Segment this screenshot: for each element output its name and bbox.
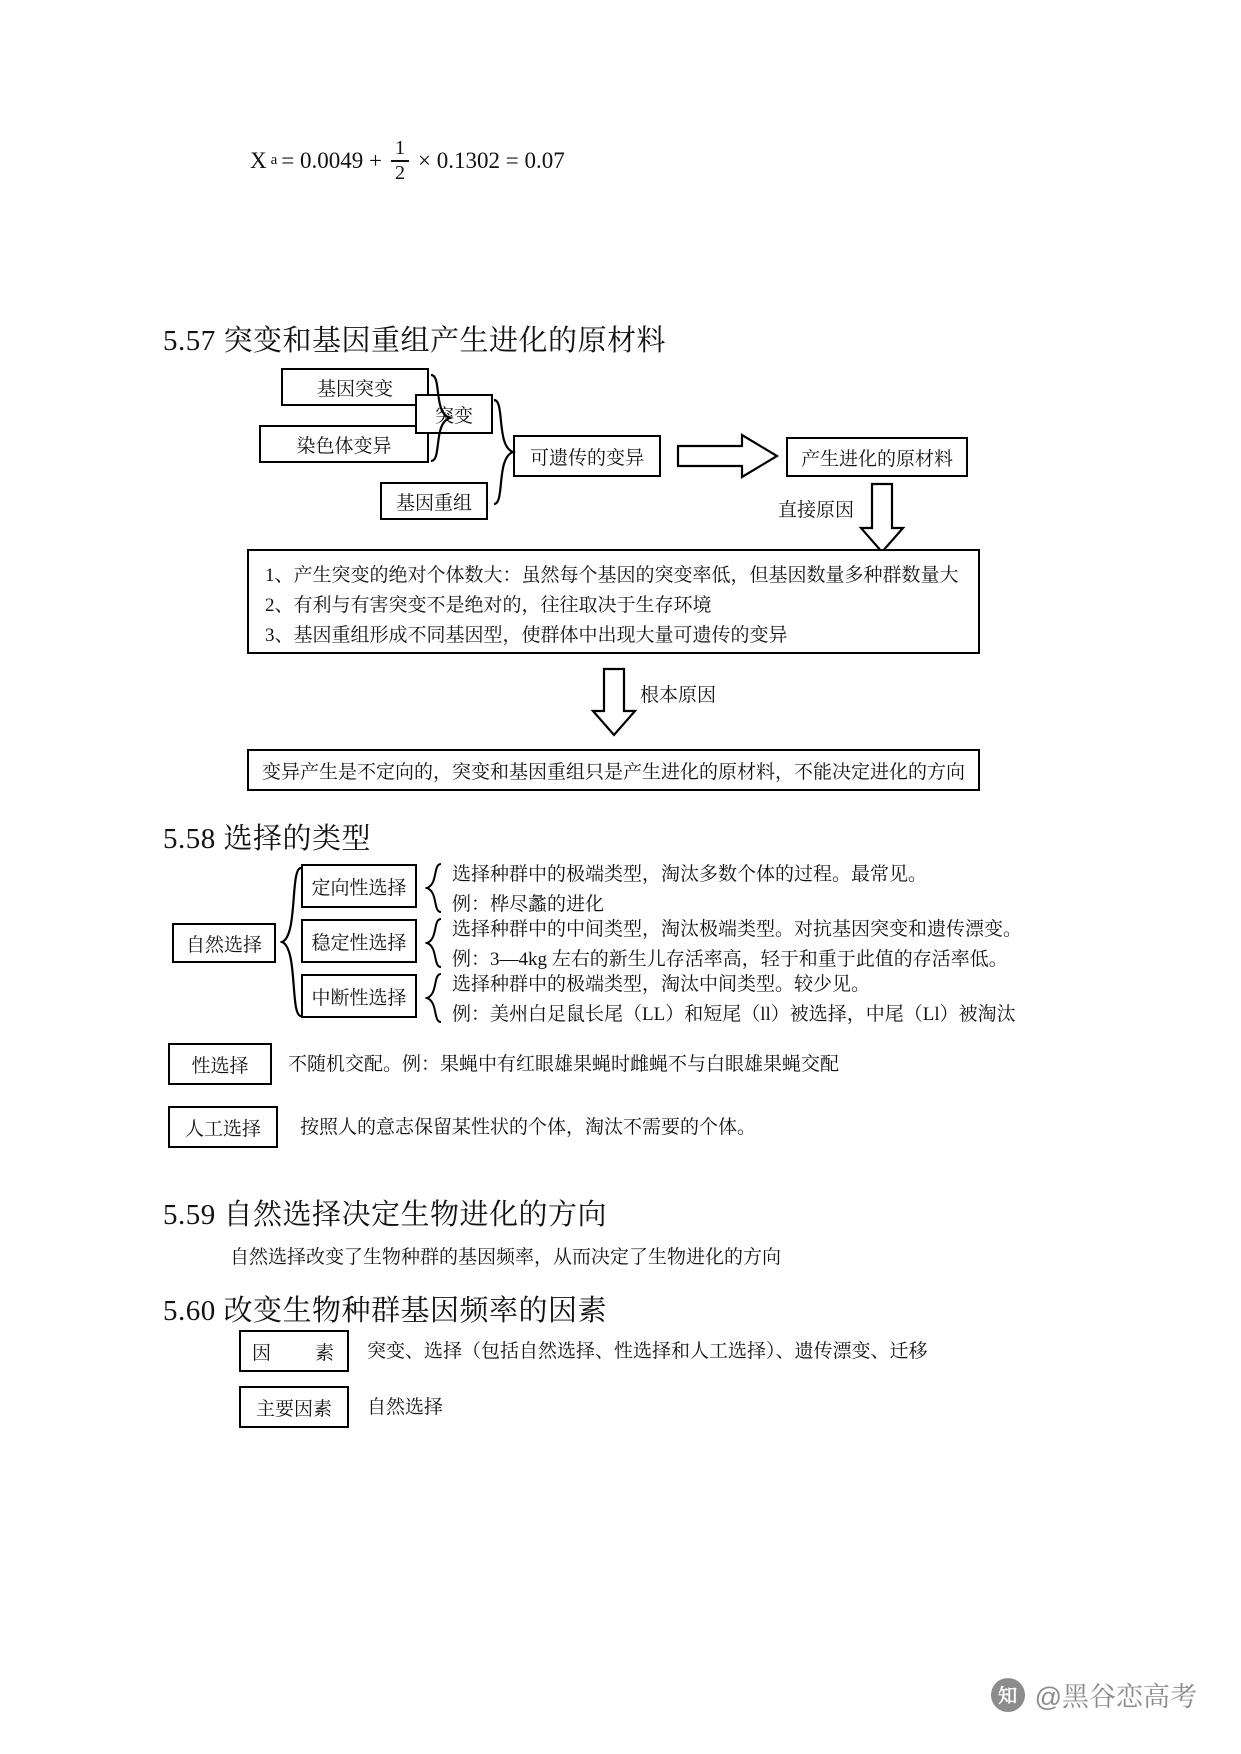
box-heritable-variation: 可遗传的变异 xyxy=(513,435,661,477)
desc-factors: 突变、选择（包括自然选择、性选择和人工选择）、遗传漂变、迁移 xyxy=(367,1341,928,1362)
example-disruptive-selection: 例：美州白足鼠长尾（LL）和短尾（ll）被选择，中尾（Ll）被淘汰 xyxy=(452,1004,1016,1025)
brace-mutation-group xyxy=(428,373,454,463)
label-root-cause: 根本原因 xyxy=(640,685,717,706)
fraction-numerator: 1 xyxy=(395,137,405,159)
box-stabilizing-selection: 稳定性选择 xyxy=(301,919,417,963)
formula-eq1: = 0.0049 + xyxy=(281,147,382,173)
example-directional-selection: 例：桦尽蠡的进化 xyxy=(452,894,605,915)
box-three-points xyxy=(247,549,980,654)
box-natural-selection: 自然选择 xyxy=(172,923,276,963)
brace-directional-selection xyxy=(425,862,445,914)
formula-lhs-superscript: a xyxy=(270,152,278,169)
box-main-factor: 主要因素 xyxy=(239,1386,349,1428)
box-gene-recombination: 基因重组 xyxy=(380,482,488,520)
body-5-59: 自然选择改变了生物种群的基因频率，从而决定了生物进化的方向 xyxy=(230,1247,782,1268)
box-chromosome-variation: 染色体变异 xyxy=(259,425,429,463)
example-stabilizing-selection: 例：3—4kg 左右的新生儿存活率高，轻于和重于此值的存活率低。 xyxy=(452,949,1008,970)
zhihu-logo-icon: 知 xyxy=(991,1678,1025,1712)
box-directional-selection: 定向性选择 xyxy=(301,864,417,908)
brace-heritable-group xyxy=(491,398,517,506)
desc-stabilizing-selection: 选择种群中的中间类型，淘汰极端类型。对抗基因突变和遗传漂变。 xyxy=(452,919,1023,940)
brace-stabilizing-selection xyxy=(425,917,445,969)
formula-tail: × 0.1302 = 0.07 xyxy=(418,147,565,173)
box-artificial-selection: 人工选择 xyxy=(168,1106,278,1148)
point-line: 1、产生突变的绝对个体数大：虽然每个基因的突变率低，但基因数量多种群数量大 xyxy=(265,565,959,586)
formula-lhs: X xyxy=(250,147,267,173)
point-line: 2、有利与有害突变不是绝对的，往往取决于生存环境 xyxy=(265,595,712,616)
box-factors: 因 素 xyxy=(239,1330,349,1372)
fraction-denominator: 2 xyxy=(395,161,405,184)
desc-disruptive-selection: 选择种群中的极端类型，淘汰中间类型。较少见。 xyxy=(452,974,871,995)
arrow-right-to-raw-material xyxy=(676,432,780,480)
watermark xyxy=(991,1675,1197,1714)
heading-5-57: 5.57 突变和基因重组产生进化的原材料 xyxy=(163,325,667,357)
arrow-down-direct-cause xyxy=(858,482,906,554)
desc-directional-selection: 选择种群中的极端类型，淘汰多数个体的过程。最常见。 xyxy=(452,864,928,885)
label-direct-cause: 直接原因 xyxy=(778,500,855,521)
box-conclusion: 变异产生是不定向的，突变和基因重组只是产生进化的原材料，不能决定进化的方向 xyxy=(247,749,980,791)
box-disruptive-selection: 中断性选择 xyxy=(301,974,417,1018)
brace-disruptive-selection xyxy=(425,972,445,1024)
desc-artificial-selection: 按照人的意志保留某性状的个体，淘汰不需要的个体。 xyxy=(300,1117,757,1138)
heading-5-60: 5.60 改变生物种群基因频率的因素 xyxy=(163,1295,608,1327)
box-mutation: 突变 xyxy=(415,394,493,434)
arrow-down-root-cause xyxy=(590,667,638,737)
formula-fraction xyxy=(391,138,409,184)
box-raw-material: 产生进化的原材料 xyxy=(786,437,968,477)
watermark-text: @黑谷恋高考 xyxy=(1034,1682,1197,1712)
heading-5-58: 5.58 选择的类型 xyxy=(163,823,372,855)
desc-sexual-selection: 不随机交配。例：果蝇中有红眼雄果蝇时雌蝇不与白眼雄果蝇交配 xyxy=(288,1054,840,1075)
desc-main-factor: 自然选择 xyxy=(367,1397,444,1418)
box-sexual-selection: 性选择 xyxy=(168,1043,272,1085)
point-line: 3、基因重组形成不同基因型，使群体中出现大量可遗传的变异 xyxy=(265,625,788,646)
formula-hardy-weinberg xyxy=(250,138,565,184)
box-gene-mutation: 基因突变 xyxy=(281,368,429,406)
heading-5-59: 5.59 自然选择决定生物进化的方向 xyxy=(163,1199,608,1231)
